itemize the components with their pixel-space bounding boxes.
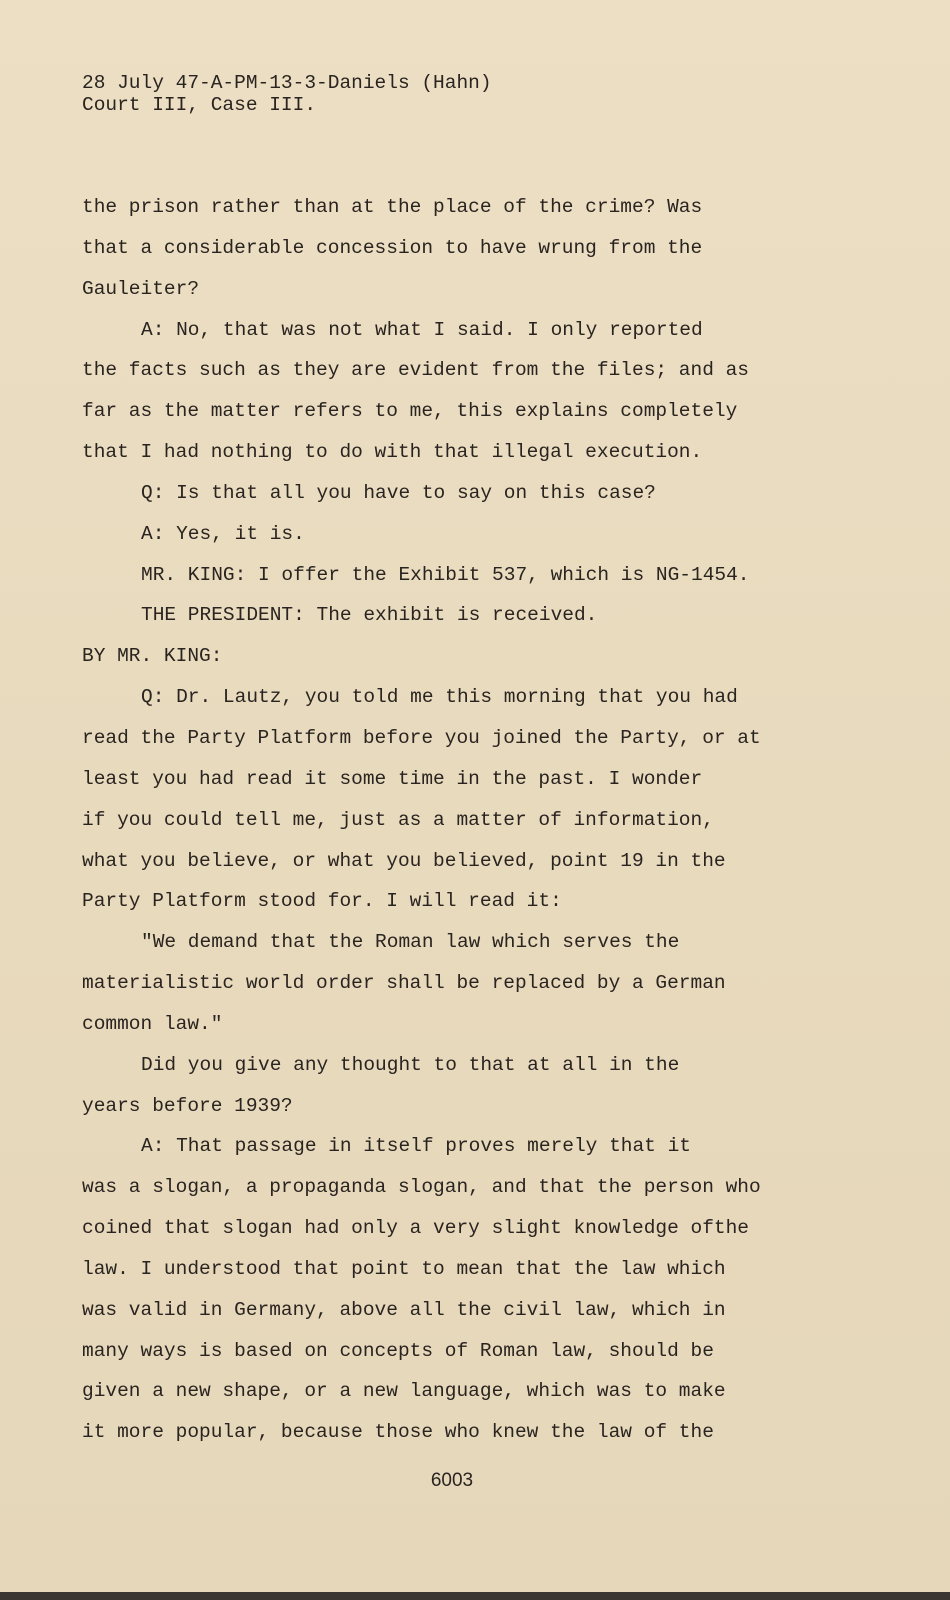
- document-header: [82, 72, 492, 116]
- transcript-line: that I had nothing to do with that illegal execution.: [82, 441, 703, 464]
- transcript-line: A: No, that was not what I said. I only reported: [141, 318, 703, 341]
- transcript-line: given a new shape, or a new language, which was to make: [82, 1380, 726, 1403]
- transcript-line: many ways is based on concepts of Roman law, should be: [82, 1339, 714, 1362]
- transcript-line: least you had read it some time in the past. I wonder: [82, 767, 703, 790]
- transcript-line: if you could tell me, just as a matter of information,: [82, 808, 714, 831]
- transcript-line: materialistic world order shall be replaced by a German: [82, 972, 726, 995]
- transcript-line: law. I understood that point to mean that the law which: [82, 1257, 726, 1280]
- transcript-line: Party Platform stood for. I will read it:: [82, 890, 562, 913]
- transcript-line: the facts such as they are evident from the files; and as: [82, 359, 750, 382]
- transcript-line: Q: Dr. Lautz, you told me this morning that you had: [141, 686, 738, 709]
- transcript-line: that a considerable concession to have wrung from the: [82, 236, 703, 259]
- transcript-line: common law.": [82, 1012, 223, 1035]
- transcript-line: coined that slogan had only a very slight knowledge ofthe: [82, 1217, 750, 1240]
- transcript-line: was valid in Germany, above all the civil law, which in: [82, 1298, 726, 1321]
- page-edge: [0, 1592, 950, 1600]
- transcript-line: A: That passage in itself proves merely that it: [141, 1135, 691, 1158]
- transcript-line: the prison rather than at the place of the crime? Was: [82, 196, 703, 218]
- header-line-2: Court III, Case III.: [82, 94, 317, 116]
- transcript-line: years before 1939?: [82, 1094, 293, 1117]
- transcript-line: "We demand that the Roman law which serves the: [141, 931, 680, 954]
- transcript-line: it more popular, because those who knew the law of the: [82, 1421, 714, 1444]
- transcript-line: Gauleiter?: [82, 277, 200, 300]
- transcript-line: Did you give any thought to that at all in the: [141, 1053, 680, 1076]
- transcript-line: THE PRESIDENT: The exhibit is received.: [141, 604, 598, 627]
- page-number: 6003: [430, 1470, 474, 1491]
- transcript-line: A: Yes, it is.: [141, 522, 305, 545]
- transcript-body: [82, 190, 761, 1456]
- transcript-line: read the Party Platform before you joined the Party, or at: [82, 726, 761, 749]
- transcript-line: far as the matter refers to me, this explains completely: [82, 400, 738, 423]
- transcript-line: MR. KING: I offer the Exhibit 537, which is NG-1454.: [141, 563, 750, 586]
- header-line-1: 28 July 47-A-PM-13-3-Daniels (Hahn): [82, 72, 492, 94]
- transcript-line: was a slogan, a propaganda slogan, and that the person who: [82, 1176, 761, 1199]
- transcript-line: Q: Is that all you have to say on this case?: [141, 481, 656, 504]
- transcript-line: BY MR. KING:: [82, 645, 223, 668]
- transcript-line: what you believe, or what you believed, point 19 in the: [82, 849, 726, 872]
